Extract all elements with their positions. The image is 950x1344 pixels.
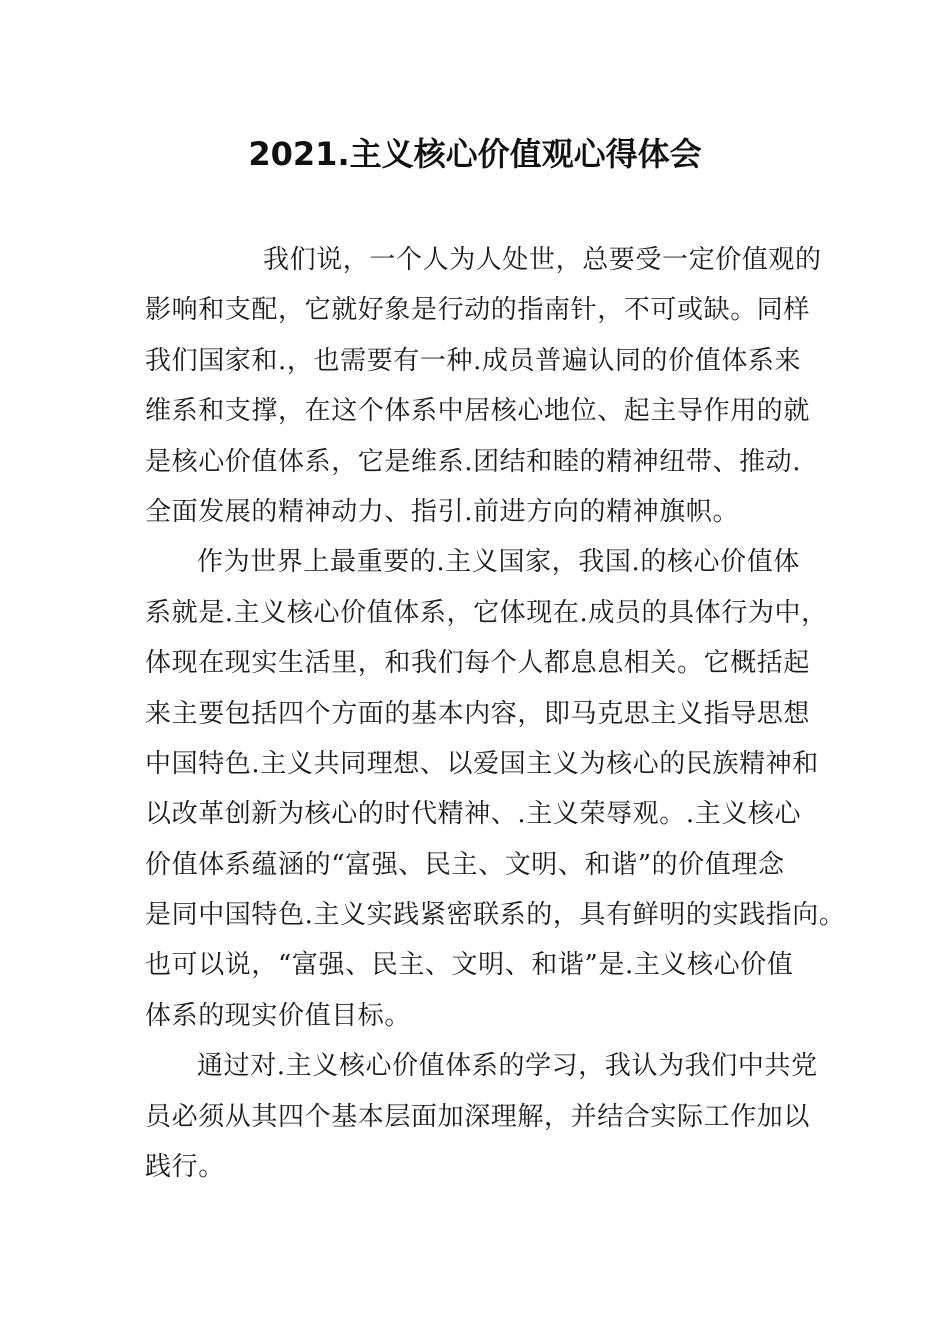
paragraph-2-line-2: 系就是.主义核心价值体系，它体现在.成员的具体行为中， bbox=[145, 597, 828, 628]
paragraph-3-line-3: 践行。 bbox=[145, 1152, 225, 1183]
paragraph-2-line-1: 作为世界上最重要的.主义国家，我国.的核心价值体 bbox=[197, 547, 800, 578]
document-body bbox=[145, 235, 846, 1192]
document-title: 2021.主义核心价值观心得体会 bbox=[248, 135, 702, 173]
paragraph-2-line-5: 中国特色.主义共同理想、以爱国主义为核心的民族精神和 bbox=[145, 748, 819, 779]
paragraph-2-line-10: 体系的现实价值目标。 bbox=[145, 1000, 412, 1031]
paragraph-2-line-8: 是同中国特色.主义实践紧密联系的，具有鲜明的实践指向。 bbox=[145, 900, 846, 931]
paragraph-1-line-6: 全面发展的精神动力、指引.前进方向的精神旗帜。 bbox=[145, 496, 740, 527]
paragraph-1-line-2: 影响和支配，它就好象是行动的指南针，不可或缺。同样 bbox=[145, 295, 811, 326]
paragraph-2-line-6: 以改革创新为核心的时代精神、.主义荣辱观。.主义核心 bbox=[145, 799, 802, 830]
paragraph-3-line-2: 员必须从其四个基本层面加深理解，并结合实际工作加以 bbox=[145, 1101, 811, 1132]
paragraph-1-line-5: 是核心价值体系，它是维系.团结和睦的精神纽带、推动. bbox=[145, 446, 802, 477]
paragraph-2-line-3: 体现在现实生活里，和我们每个人都息息相关。它概括起 bbox=[145, 648, 811, 679]
paragraph-1-line-3: 我们国家和.，也需要有一种.成员普遍认同的价值体系来 bbox=[145, 345, 802, 376]
paragraph-2-line-9: 也可以说，“富强、民主、文明、和谐”是.主义核心价值 bbox=[145, 950, 794, 981]
paragraph-1-line-1: 我们说，一个人为人处世，总要受一定价值观的 bbox=[263, 245, 822, 275]
paragraph-1-line-4: 维系和支撑，在这个体系中居核心地位、起主导作用的就 bbox=[145, 396, 811, 427]
paragraph-3-line-1: 通过对.主义核心价值体系的学习，我认为我们中共党 bbox=[197, 1051, 818, 1082]
paragraph-2-line-7: 价值体系蕴涵的“富强、民主、文明、和谐”的价值理念 bbox=[145, 849, 785, 880]
paragraph-2-line-4: 来主要包括四个方面的基本内容，即马克思主义指导思想 bbox=[145, 698, 811, 729]
